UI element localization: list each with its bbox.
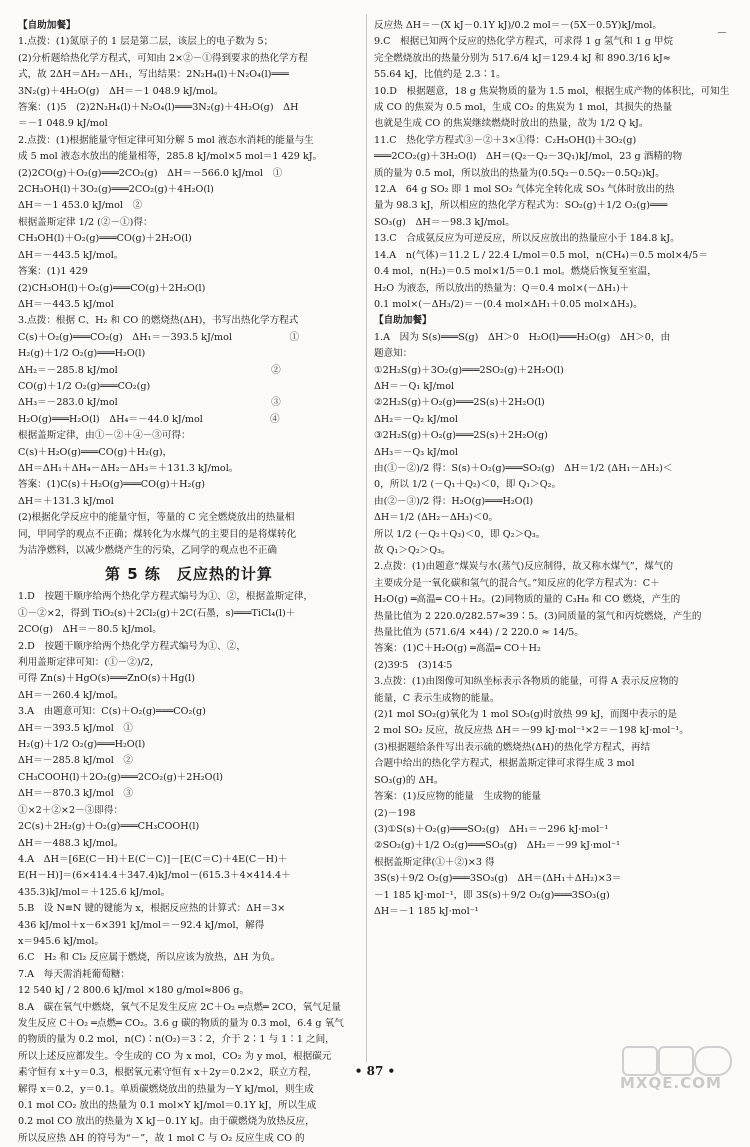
left-column-line: 1.D 按题干顺序给两个热化学方程式编号为①、②，根据盖斯定律，: [18, 591, 314, 603]
right-column-line: 答案：(1)反应物的能量 生成物的能量: [374, 791, 542, 803]
left-column-line: 3.A 由题意可知：C(s)＋O₂(g)═══CO₂(g): [18, 706, 206, 718]
page-number: • 87 •: [354, 1064, 396, 1078]
left-column-line: ΔH＝－260.4 kJ/mol。: [18, 689, 124, 701]
left-column-line: 0.2 mol CO 放出的热量为 X kJ－0.1Y kJ。由于碳燃烧为放热反应，: [18, 1116, 315, 1128]
right-column-line: (2)1 mol SO₂(g)氧化为 1 mol SO₃(g)时放热 99 kJ，而图中表示的是: [374, 709, 678, 721]
right-column-line: 题意知：: [374, 348, 413, 360]
right-column-line: 10.D 根据题意，18 g 焦炭物质的量为 1.5 mol，根据生成产物的体积比，可知生: [374, 85, 730, 97]
right-column-line: 所以 1/2 (－Q₂＋Q₃)＜0，即 Q₂＞Q₃。: [374, 528, 546, 540]
right-column-line: 也就是生成 CO 的焦炭继续燃烧时放出的热量，故为 1/2 Q kJ。: [374, 118, 649, 130]
right-column-line: 0.4 mol，n(H₂)＝0.5 mol×1/5＝0.1 mol。燃烧后恢复至室温，: [374, 266, 657, 278]
right-column-line: (2)39∶5 (3)14∶5: [374, 659, 453, 671]
left-column-line: 根据盖斯定律 1/2 (②－①)得：: [18, 216, 153, 228]
right-column-line: 答案：(1)C＋H₂O(g) ═高温═ CO＋H₂: [374, 643, 541, 655]
right-column-line: ═══2CO₂(g)＋3H₂O(l) ΔH＝(Q₂－Q₂－3Q₁)kJ/mol，23 g 酒精的物: [374, 151, 683, 163]
right-column-line: ΔH₂＝－Q₂ kJ/mol: [374, 413, 458, 425]
section-title: 第 5 练 反应热的计算: [105, 565, 273, 584]
right-column-line: ΔH₃＝－Q₃ kJ/mol: [374, 446, 458, 458]
right-column-line: 0，所以 1/2 (－Q₁＋Q₂)＜0，即 Q₁＞Q₂。: [374, 479, 562, 491]
right-column-line: 3.点拨：(1)由图像可知纵坐标表示各物质的能量，可得 A 表示反应物的: [374, 676, 679, 688]
left-column-line: 3N₂(g)＋4H₂O(g) ΔH＝－1 048.9 kJ/mol。: [18, 85, 224, 97]
left-column-line: 根据盖斯定律，由①－②＋④－③可得：: [18, 430, 191, 442]
right-column-line: 55.64 kJ，比值约是 2.3∶1。: [374, 69, 506, 81]
right-column-line: 量为 98.3 kJ，所以相应的热化学方程式为：SO₂(g)＋1/2 O₂(g)═══: [374, 200, 668, 212]
left-column-line: 答案：(1)1 429: [18, 266, 88, 278]
right-column-line: ΔH＝－Q₁ kJ/mol: [374, 380, 455, 392]
left-column-line: 所以上述反应都发生。令生成的 CO 为 x mol，CO₂ 为 y mol，根据碳元: [18, 1050, 332, 1062]
column-divider: [366, 14, 367, 1062]
right-column-line: 1.A 因为 S(s)═══S(g) ΔH＞0 H₂O(l)═══H₂O(g) ΔH＞0，由: [374, 331, 671, 343]
right-column-line: 9.C 根据已知两个反应的热化学方程式，可求得 1 g 氢气和 1 g 甲烷: [374, 36, 674, 48]
left-column-line: ΔH＝－443.5 kJ/mol: [18, 298, 114, 310]
left-column-line: ΔH＝ΔH₁＋ΔH₄－ΔH₂－ΔH₃＝＋131.3 kJ/mol。: [18, 462, 239, 474]
left-column-line: 为洁净燃料，以减少燃烧产生的污染，乙同学的观点也不正确: [18, 545, 278, 556]
right-column-line: ③2H₂S(g)＋O₂(g)═══2S(s)＋2H₂O(g): [374, 430, 548, 442]
left-column-line: H₂O(g)═══H₂O(l) ΔH₄＝－44.0 kJ/mol ④: [18, 413, 280, 425]
left-column-line: 2CH₃OH(l)＋3O₂(g)═══2CO₂(g)＋4H₂O(l): [18, 184, 214, 196]
left-column-line: 5.B 设 N≡N 键的键能为 x，根据反应热的计算式：ΔH＝3×: [18, 903, 286, 915]
left-column-line: (2)2CO(g)＋O₂(g)═══2CO₂(g) ΔH＝－566.0 kJ/mol ①: [18, 167, 283, 179]
left-column-line: 的物质的量为 0.2 mol，n(C)∶n(O₂)＝3∶2，介于 2∶1 与 1∶1 之间，: [18, 1034, 335, 1046]
left-column-line: 1.点拨：(1)氮原子的 1 层是第二层，该层上的电子数为 5；: [18, 36, 274, 48]
right-column-line: 能量，C 表示生成物的能量。: [374, 692, 500, 704]
right-column-line: 热量比值为 (571.6/4 ×44) / 2 220.0 ≈ 14/5。: [374, 627, 584, 639]
right-column-line: SO₃(g)的 ΔH。: [374, 774, 444, 786]
right-column-line: 3S(s)＋9/2 O₂(g)═══3SO₃(g) ΔH＝(ΔH₁＋ΔH₂)×3＝: [374, 873, 622, 885]
left-column-line: 2.D 按题干顺序给两个热化学方程式编号为①、②，: [18, 640, 246, 652]
left-column-line: 7.A 每天需消耗葡萄糖：: [18, 968, 131, 980]
right-column-line: (3)根据题给条件写出表示硫的燃烧热(ΔH)的热化学方程式，再结: [374, 741, 651, 753]
watermark-text: MXQE.COM: [620, 1074, 722, 1092]
left-column-line: 答案：(1)5 (2)2N₂H₄(l)＋N₂O₄(l)═══3N₂(g)＋4H₂O(g) ΔH: [18, 102, 299, 114]
right-column-line: 12.A 64 g SO₂ 即 1 mol SO₂ 气体完全转化成 SO₃ 气体时放出的热: [374, 184, 675, 196]
right-column-line: －1 185 kJ·mol⁻¹，即 3S(s)＋9/2 O₂(g)═══3SO₃(g): [374, 889, 610, 901]
right-column-line: 由(②－③)/2 得：H₂O(g)═══H₂O(l): [374, 495, 534, 507]
right-column-line: 2 mol SO₂ 反应，故反应热 ΔH＝－99 kJ·mol⁻¹×2＝－198 kJ·mol⁻¹。: [374, 725, 689, 737]
left-column-line: 利用盖斯定律可知：(①－②)/2，: [18, 657, 160, 669]
left-column-line: C(s)＋H₂O(g)═══CO(g)＋H₂(g)，: [18, 446, 173, 458]
left-column-line: 【自助加餐】: [18, 20, 76, 31]
right-column-line: 质的量为 0.5 mol，所以放出的热量为(0.5Q₂－0.5Q₂－0.5Q₂)kJ。: [374, 167, 665, 179]
right-column-line: 完全燃烧放出的热量分别为 517.6/4 kJ＝129.4 kJ 和 890.3/16 kJ≈: [374, 52, 671, 64]
right-column-line: SO₃(g) ΔH＝－98.3 kJ/mol。: [374, 216, 515, 228]
right-column-line: 成 CO 的焦炭为 0.5 mol，生成 CO₂ 的焦炭为 1 mol，其损失的热量: [374, 102, 673, 114]
right-column-line: 0.1 mol×(－ΔH₃/2)＝－(0.4 mol×ΔH₁＋0.05 mol×ΔH₃)。: [374, 298, 643, 310]
right-column-line: 反应热 ΔH＝－(X kJ－0.1Y kJ)/0.2 mol＝－(5X－0.5Y)kJ/mol。: [374, 20, 662, 31]
left-column-line: CO(g)＋1/2 O₂(g)═══CO₂(g): [18, 380, 151, 392]
left-column-line: 解得 x＝0.2，y＝0.1。单质碳燃烧放出的热量为－Y kJ/mol，则生成: [18, 1083, 314, 1095]
right-column-line: 14.A n(气体)＝11.2 L / 22.4 L/mol＝0.5 mol，n(CH₄)＝0.5 mol×4/5＝: [374, 249, 708, 261]
right-column-line: 2.点拨：(1)由题意“煤炭与水(蒸气)反应制得，故又称水煤气”，煤气的: [374, 561, 674, 573]
left-column-line: CH₃OH(l)＋O₂(g)═══CO(g)＋2H₂O(l): [18, 233, 192, 245]
left-column-line: x＝945.6 kJ/mol。: [18, 935, 104, 947]
right-column-line: H₂O 为液态，所以放出的热量为：Q＝0.4 mol×(－ΔH₁)＋: [374, 282, 630, 294]
left-column-line: CH₃COOH(l)＋2O₂(g)═══2CO₂(g)＋2H₂O(l): [18, 771, 224, 783]
left-column-line: 12 540 kJ / 2 800.6 kJ/mol ×180 g/mol≈806 g。: [18, 985, 250, 997]
left-column-line: H₂(g)＋1/2 O₂(g)═══H₂O(l): [18, 348, 146, 360]
right-column-line: 【自助加餐】: [374, 315, 432, 327]
left-column-line: ΔH＝－285.8 kJ/mol ②: [18, 755, 134, 767]
left-column-line: (2)CH₃OH(l)＋O₂(g)═══CO(g)＋2H₂O(l): [18, 282, 206, 294]
left-column-line: 2CO(g) ΔH＝－80.5 kJ/mol。: [18, 624, 162, 636]
right-column-line: 主要成分是一氧化碳和氢气的混合气。”知反应的化学方程式为：C＋: [374, 577, 660, 589]
left-column-line: (2)分析题给热化学方程式，可知由 2×②－①得到要求的热化学方程: [18, 52, 308, 64]
left-column-line: ①－②×2，得到 TiO₂(s)＋2Cl₂(g)＋2C(石墨，s)═══TiCl₄(l)＋: [18, 607, 296, 619]
left-column-line: ΔH＝－393.5 kJ/mol ①: [18, 722, 134, 734]
right-column-line: ①2H₂S(g)＋3O₂(g)═══2SO₂(g)＋2H₂O(l): [374, 364, 564, 376]
left-column-line: ΔH₂＝－285.8 kJ/mol ②: [18, 364, 281, 376]
left-column: [18, 18, 360, 1147]
left-column-line: ＝－1 048.9 kJ/mol: [18, 118, 108, 130]
right-column-line: 根据盖斯定律(①＋②)×3 得: [374, 856, 495, 868]
left-column-line: 3.点拨：根据 C、H₂ 和 CO 的燃烧热(ΔH)，书写出热化学方程式: [18, 315, 299, 327]
left-column-line: ΔH＝－488.3 kJ/mol。: [18, 837, 124, 849]
right-column-line: 13.C 合成氨反应为可逆反应，所以反应放出的热量应小于 184.8 kJ。: [374, 233, 680, 245]
left-column-line: C(s)＋O₂(g)═══CO₂(g) ΔH₁＝－393.5 kJ/mol ①: [18, 331, 300, 343]
right-column-line: H₂O(g) ═高温═ CO＋H₂。(2)同物质的量的 C₃H₈ 和 CO 燃烧，产生的: [374, 594, 681, 606]
left-column-line: ΔH＝＋131.3 kJ/mol: [18, 495, 114, 507]
left-column-line: 2C(s)＋2H₂(g)＋O₂(g)═══CH₃COOH(l): [18, 821, 200, 833]
left-column-line: 2.点拨：(1)根据能量守恒定律可知分解 5 mol 液态水消耗的能量与生: [18, 134, 314, 146]
watermark-logo: [618, 1044, 736, 1096]
left-column-line: ΔH₃＝－283.0 kJ/mol ③: [18, 397, 281, 409]
right-column-line: (2)－198: [374, 807, 416, 819]
left-column-line: 同，甲同学的观点不正确；煤转化为水煤气的主要目的是将煤转化: [18, 528, 297, 540]
left-column-line: 436 kJ/mol＋x－6×391 kJ/mol＝－92.4 kJ/mol，解得: [18, 919, 265, 931]
left-column-line: ΔH＝－1 453.0 kJ/mol ②: [18, 200, 143, 212]
left-column-line: 435.3)kJ/mol＝＋125.6 kJ/mol。: [18, 886, 171, 898]
left-column-line: 素守恒有 x＋y＝0.3，根据氧元素守恒有 x＋2y＝0.2×2，联立方程，: [18, 1067, 318, 1079]
left-column-line: 0.1 mol CO₂ 放出的热量为 0.1 mol×Y kJ/mol＝0.1Y kJ，所以生成: [18, 1100, 317, 1111]
right-column-line: ②SO₂(g)＋1/2 O₂(g)═══SO₃(g) ΔH₂＝－99 kJ·mol⁻¹: [374, 840, 620, 852]
left-column-line: ΔH＝－443.5 kJ/mol。: [18, 249, 124, 261]
right-column-line: 合题中给出的热化学方程式，根据盖斯定律可求得生成 3 mol: [374, 758, 635, 770]
right-column-line: 热量比值为 2 220.0/282.57≈39∶5。(3)同质量的氢气和丙烷燃烧，产生的: [374, 610, 702, 622]
right-column-line: ΔH＝－1 185 kJ·mol⁻¹: [374, 905, 479, 917]
left-column-line: ΔH＝－870.3 kJ/mol ③: [18, 788, 134, 800]
right-column-line: 故 Q₁＞Q₂＞Q₃。: [374, 545, 451, 556]
left-column-line: 4.A ΔH＝[6E(C－H)＋E(C－C)]－[E(C＝C)＋4E(C－H)＋: [18, 853, 288, 865]
left-column-line: 可得 Zn(s)＋HgO(s)═══ZnO(s)＋Hg(l): [18, 673, 195, 685]
left-column-line: 8.A 碳在氧气中燃烧，氧气不足发生反应 2C＋O₂ ═点燃═ 2CO，氧气足量: [18, 1001, 342, 1013]
right-column-line: 11.C 热化学方程式③－②＋3×①得：C₂H₅OH(l)＋3O₂(g): [374, 134, 637, 146]
left-column-line: (2)根据化学反应中的能量守恒，等量的 C 完全燃烧放出的热量相: [18, 512, 295, 524]
left-column-line: ①×2＋②×2－③即得：: [18, 804, 124, 816]
right-column-line: ΔH＝1/2 (ΔH₂－ΔH₃)＜0。: [374, 512, 499, 524]
left-column-line: 发生反应 C＋O₂ ═点燃═ CO₂。3.6 g 碳的物质的量为 0.3 mol，6.4 g 氧气: [18, 1017, 344, 1029]
left-column-line: 成 5 mol 液态水放出的能量相等，285.8 kJ/mol×5 mol＝1 429 kJ。: [18, 151, 323, 163]
left-column-line: 式，故 2ΔH＝ΔH₂－ΔH₁，写出结果：2N₂H₄(l)＋N₂O₄(l)═══: [18, 69, 289, 81]
left-column-line: E(H－H)]＝(6×414.4＋347.4)kJ/mol－(615.3＋4×414.4＋: [18, 870, 291, 882]
right-column: [374, 18, 732, 920]
left-column-line: H₂(g)＋1/2 O₂(g)═══H₂O(l): [18, 739, 146, 751]
left-column-line: 答案：(1)C(s)＋H₂O(g)═══CO(g)＋H₂(g): [18, 479, 206, 491]
right-column-line: 由(①－②)/2 得：S(s)＋O₂(g)═══SO₂(g) ΔH＝1/2 (ΔH₁－ΔH₂)＜: [374, 462, 673, 474]
left-column-line: 6.C H₂ 和 Cl₂ 反应属于燃烧，所以应该为放热，ΔH 为负。: [18, 952, 281, 964]
right-column-line: (3)①S(s)＋O₂(g)═══SO₂(g) ΔH₁＝－296 kJ·mol⁻¹: [374, 823, 609, 835]
right-column-line: ②2H₂S(g)＋O₂(g)═══2S(s)＋2H₂O(l): [374, 397, 545, 409]
left-column-line: 所以反应热 ΔH 的符号为“－”，故 1 mol C 与 O₂ 反应生成 CO 的: [18, 1132, 305, 1144]
